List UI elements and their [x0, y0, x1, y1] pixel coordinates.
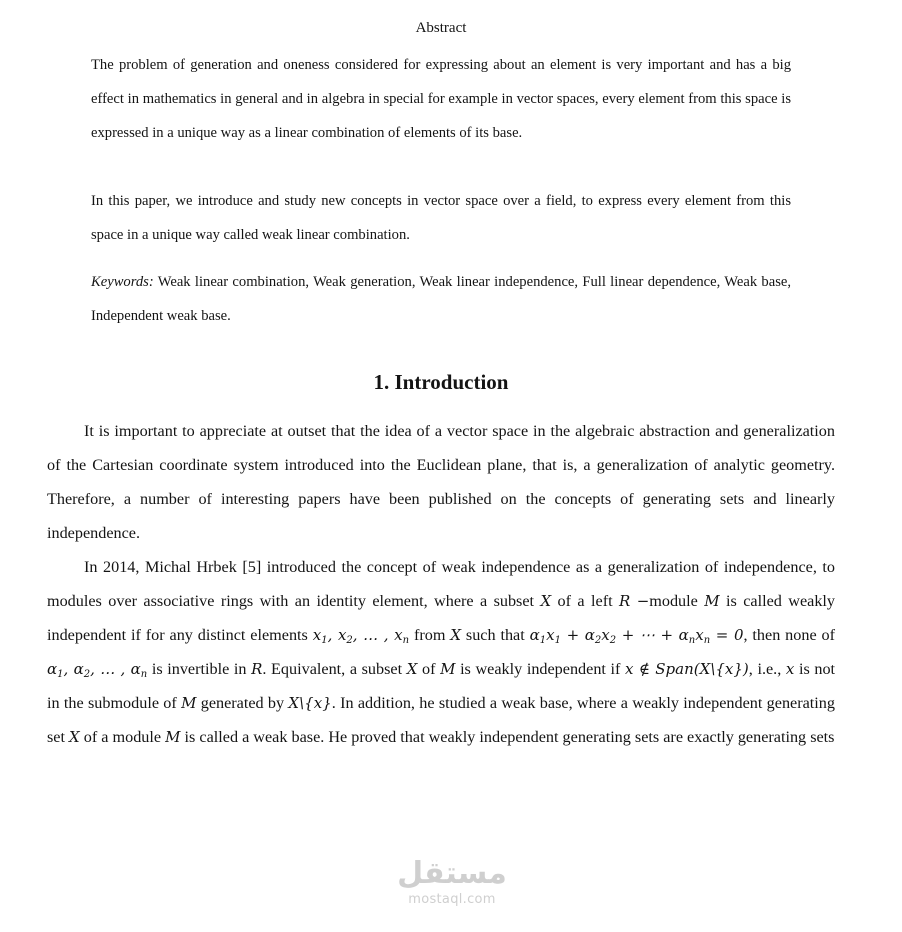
text-run: is invertible in [151, 660, 247, 678]
math-elements-list: $x_1$, $x_2$, … , $x_n$ [312, 626, 410, 646]
math-ring-r: R [251, 660, 263, 678]
math-not-in-span: x ∉ Span(X\{x}) [625, 660, 749, 678]
text-run: of a module [83, 728, 162, 746]
math-ring-r: R − [619, 592, 650, 610]
text-run: . In addition, he studied a weak base, where a weakly independent generating set [47, 694, 835, 746]
text-run: is weakly independent if [460, 660, 621, 678]
text-run: such that [465, 626, 525, 644]
text-run: is called a weak base. He proved that weakly independent generating sets are exactly generating sets [184, 728, 835, 746]
math-element-x: x [785, 660, 795, 678]
keywords-label: Keywords: [91, 274, 154, 290]
text-run: is called weakly independent if for any distinct elements [47, 592, 836, 644]
text-run: of [422, 660, 436, 678]
text-run: of a left [557, 592, 613, 610]
text-run: . Equivalent, a subset [262, 660, 403, 678]
text-run: , i.e., [748, 660, 782, 678]
math-module-m: M [181, 694, 197, 712]
math-coefficients-list: $\alpha_1$, $\alpha_2$, … , $\alpha_n$ [47, 660, 148, 680]
math-set-x: X [540, 592, 552, 610]
watermark-logo: مستقل [397, 856, 507, 891]
text-run: generated by [200, 694, 285, 712]
keywords [91, 265, 791, 333]
introduction-paragraph-2 [47, 550, 835, 754]
text-run: , then none of [743, 626, 836, 644]
watermark [392, 855, 512, 907]
math-set-difference: X\{x} [288, 694, 332, 712]
math-set-x: X [406, 660, 418, 678]
abstract-paragraph-1: The problem of generation and oneness considered for expressing about an element is very important and has a big effect in mathematics in general and in algebra in special for example in vector spaces, every element from this space is expressed in a unique way as a linear combination of elements of its base. [91, 57, 791, 141]
text-run: is not in the submodule of [47, 660, 836, 712]
text-run: from [413, 626, 446, 644]
math-set-x: X [450, 626, 461, 644]
introduction-paragraph-1: It is important to appreciate at outset that the idea of a vector space in the algebraic abstraction and generalization of the Cartesian coordinate system introduced into the Euclidean plane, that is, a generalization of analytic geometry. Therefore, a number of interesting papers have been published on the concepts of generating sets and linearly independence. [47, 422, 835, 542]
abstract-paragraph-2: In this paper, we introduce and study new concepts in vector space over a field, to express every element from this space in a unique way called weak linear combination. [91, 193, 791, 243]
math-module-m: M [440, 660, 456, 678]
math-module-m: M [165, 728, 181, 746]
keywords-list: Weak linear combination, Weak generation, Weak linear independence, Full linear dependence, Weak base, Independent weak base. [91, 274, 791, 324]
abstract-title: Abstract [415, 20, 467, 36]
text-run: module [649, 592, 698, 610]
section-heading-introduction: 1. Introduction [373, 370, 509, 394]
watermark-url: mostaql.com [408, 892, 496, 907]
math-set-x: X [69, 728, 80, 746]
math-module-m: M [704, 592, 720, 610]
text-run: In 2014, Michal Hrbek [5] introduced the concept of weak independence as a generalization of independence, to modules over associative rings with an identity element, where a subset [47, 558, 835, 610]
math-linear-combination: $\alpha_1x_1 + \alpha_2x_2$ + ⋯ + $\alpha_nx_n = 0$ [529, 626, 744, 646]
